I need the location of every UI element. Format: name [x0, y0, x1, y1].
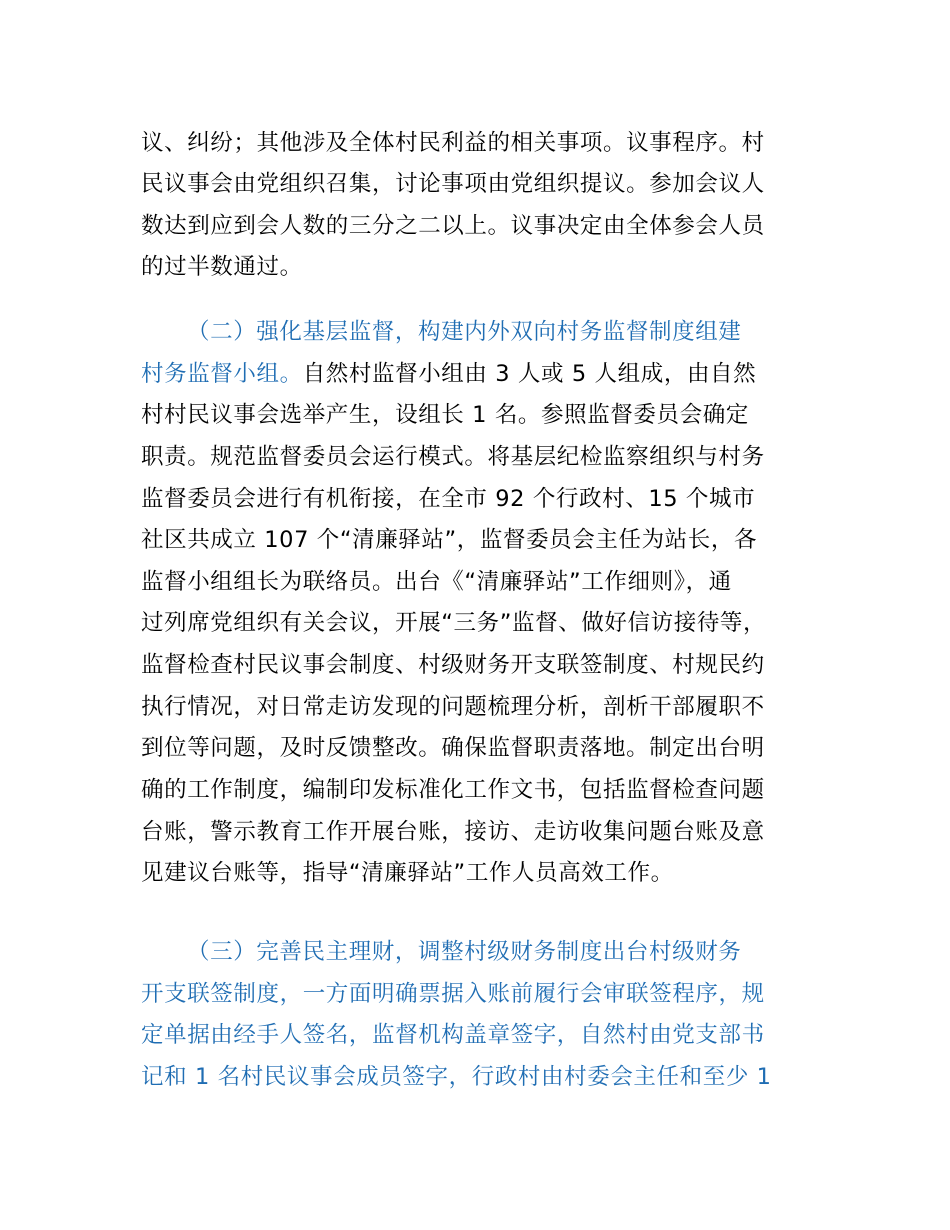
paragraph-2-line-8: 过列席党组织有关会议，开展“三务”监督、做好信访接待等， [141, 610, 767, 636]
paragraph-2-line-4: 职责。规范监督委员会运行模式。将基层纪检监察组织与村务 [141, 444, 765, 470]
paragraph-2-line-9: 监督检查村民议事会制度、村级财务开支联签制度、村规民约 [141, 652, 765, 678]
paragraph-2-line-12: 确的工作制度，编制印发标准化工作文书，包括监督检查问题 [141, 777, 765, 803]
paragraph-2-line-2-body: 自然村监督小组由 3 人或 5 人组成，由自然 [302, 361, 757, 387]
paragraph-2-line-13: 台账，警示教育工作开展台账，接访、走访收集问题台账及意 [141, 819, 765, 845]
paragraph-2-line-14: 见建议台账等，指导“清廉驿站”工作人员高效工作。 [141, 860, 674, 886]
paragraph-3-line-3: 定单据由经手人签名，监督机构盖章签字，自然村由党支部书 [141, 1022, 765, 1048]
paragraph-1-line-4: 的过半数通过。 [141, 254, 303, 280]
paragraph-2-line-2 [141, 356, 821, 392]
paragraph-2-line-7: 监督小组组长为联络员。出台《“清廉驿站”工作细则》，通 [141, 569, 732, 595]
paragraph-3-line-2: 开支联签制度，一方面明确票据入账前履行会审联签程序，规 [141, 981, 765, 1007]
section-2-heading: （二）强化基层监督，构建内外双向村务监督制度组建 [187, 319, 742, 345]
paragraph-2-line-10: 执行情况，对日常走访发现的问题梳理分析，剖析干部履职不 [141, 694, 765, 720]
paragraph-1-line-2: 民议事会由党组织召集，讨论事项由党组织提议。参加会议人 [141, 171, 765, 197]
section-3-heading: （三）完善民主理财，调整村级财务制度出台村级财务 [187, 939, 742, 965]
section-2-heading-tail: 村务监督小组。 [141, 361, 303, 387]
paragraph-2-line-6: 社区共成立 107 个“清廉驿站”，监督委员会主任为站长，各 [141, 527, 758, 553]
paragraph-1-line-1: 议、纠纷；其他涉及全体村民利益的相关事项。议事程序。村 [141, 130, 765, 156]
paragraph-3-line-4: 记和 1 名村民议事会成员签字，行政村由村委会主任和至少 1 [141, 1064, 772, 1090]
paragraph-2-line-3: 村村民议事会选举产生，设组长 1 名。参照监督委员会确定 [141, 402, 749, 428]
paragraph-2-line-5: 监督委员会进行有机衔接，在全市 92 个行政村、15 个城市 [141, 486, 756, 512]
paragraph-2-line-11: 到位等问题，及时反馈整改。确保监督职责落地。制定出台明 [141, 735, 765, 761]
paragraph-1-line-3: 数达到应到会人数的三分之二以上。议事决定由全体参会人员 [141, 213, 765, 239]
